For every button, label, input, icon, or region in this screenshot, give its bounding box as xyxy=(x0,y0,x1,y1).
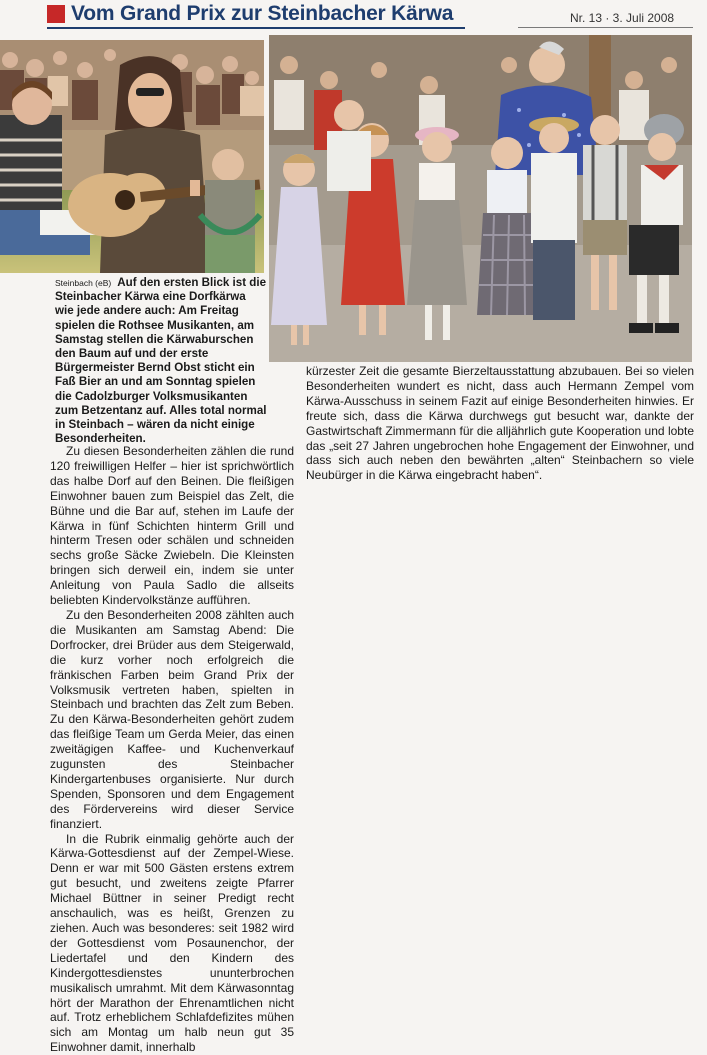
body-paragraph: Zu diesen Besonderheiten zählen die rund 120 freiwilligen Helfer – hier ist sprichwörtlich das halbe Dorf auf den Beinen. Die fleißigen Einwohner bauen zum Beispiel das Zelt, die Bühne und die Bar auf, stehen im Laufe der Kärwa in fünf Schichten hinterm Grill und hinterm Tresen oder schälen und schneiden sechs große Säcke Zwiebeln. Die Kleinsten bringen sich derweil ein, indem sie unter Anleitung von Paula Sadlo die allseits beliebten Kindervolkstänze aufführen. xyxy=(50,444,294,608)
body-paragraph: Zu den Besonderheiten 2008 zählten auch die Musikanten am Samstag Abend: Die Dorfrocker, drei Brüder aus dem Steigerwald, die kurz vorher noch erfolgreich die fränkischen Farben beim Grand Prix der Volksmusik vertreten haben, spielten in Steinbach und brachten das Zelt zum Beben. Zu den Kärwa-Besonderheiten gehört zudem das fleißige Team um Gerda Meier, das einen zweitägigen Kaffee- und Kuchenverkauf zugunsten des Steinbacher Kindergartenbuses organisierte. Nur durch Spenden, Sponsoren und dem Engagement des Fördervereins wird dieser Service finanziert. xyxy=(50,607,294,831)
headline: Vom Grand Prix zur Steinbacher Kärwa xyxy=(71,2,454,25)
headline-rule xyxy=(47,27,465,29)
lead-paragraph xyxy=(55,276,267,446)
body-paragraph: In die Rubrik einmalig gehörte auch der Kärwa-Gottesdienst auf der Zempel-Wiese. Denn er war mit 500 Gästen erstens extrem gut besucht, und zweitens zeigte Pfarrer Michael Büttner in seiner Predigt recht anschaulich, was es heißt, Grenzen zu ziehen. Auch was besonderes: seit 1982 wird der Gottesdienst vom Posaunenchor, der Liedertafel und den Kindern des Kindergottesdienstes ununterbrochen musikalisch umrahmt. Mit dem Kärwasonntag hört der Marathon der Ehrenamtlichen nicht auf. Trotz erheblichem Schlafdefizites mühen sich am Montag um halb neun gut 35 Einwohner damit, innerhalb xyxy=(50,831,294,1055)
issue-rule xyxy=(518,27,693,28)
article-column-right xyxy=(306,364,694,483)
photo-credit: Steinbach (eB) xyxy=(55,278,112,288)
article-header xyxy=(0,0,707,34)
photo-children-costumes xyxy=(269,35,692,362)
section-marker xyxy=(47,5,65,23)
lead-text: Auf den ersten Blick ist die Steinbacher Kärwa eine Dorfkärwa wie jede andere auch: Am Freitag spielen die Rothsee Musikanten, am Samstag stellen die Kärwaburschen den Baum auf und der erste Bürgermeister Bernd Obst sticht ein Faß Bier an und am Sonntag spielen die Cadolzburger Volksmusikanten zum Betzentanz auf. Alles total normal in Steinbach – wären da nicht einige Besonderheiten. xyxy=(55,276,267,446)
photo-guitar-crowd xyxy=(0,40,264,273)
body-continuation: kürzester Zeit die gesamte Bierzeltausstattung abzubauen. Bei so vielen Besonderheiten wundert es nicht, dass auch Hermann Zempel vom Kärwa-Ausschuss in seinem Fazit auf einige Besonderheiten hinwies. Er freute sich, dass die Kärwa durchwegs gut besucht war, dankte der Gastwirtschaft Zimmermann für die alljährlich gute Kooperation und lobte das „seit 27 Jahren ungebrochen hohe Engagement der Einwohner, und dass sich auch neben den bewährten „alten“ Steinbachern so viele Neubürger in die Kärwa eingebracht haben“. xyxy=(306,364,694,483)
issue-info: Nr. 13 · 3. Juli 2008 xyxy=(570,11,675,25)
article-column-left xyxy=(50,444,294,1055)
